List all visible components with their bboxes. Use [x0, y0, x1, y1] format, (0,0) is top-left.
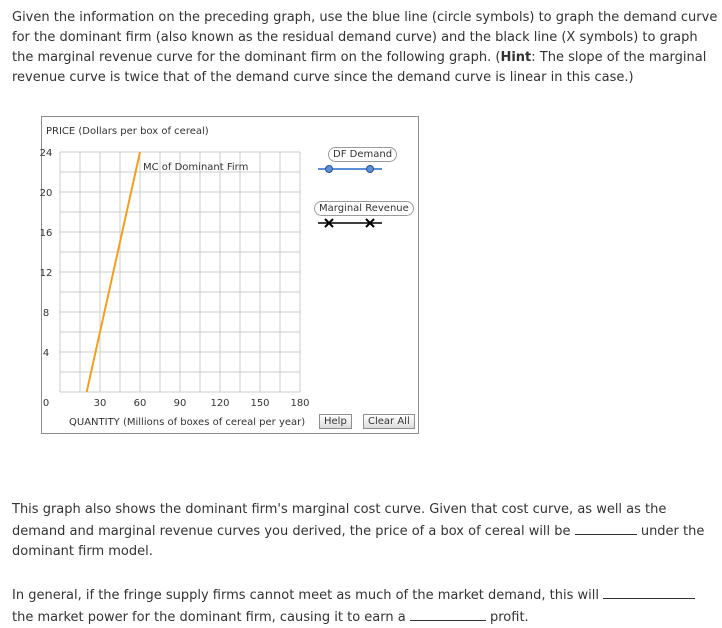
instructions-text-2: : The slope of the marginal revenue curve is twice that of the demand curve since the demand curve is linear in this case.): [12, 50, 707, 85]
x-tick-labels: [94, 398, 310, 409]
hint-label: Hint: [500, 50, 532, 65]
question-price-text-1: This graph also shows the dominant firm's marginal cost curve. Given that cost curve, as well as the demand and marginal revenue curves you derived, the price of a box of cereal will be: [12, 502, 667, 539]
x-tick-label: 150: [250, 398, 270, 409]
y-axis-title: PRICE (Dollars per box of cereal): [46, 126, 209, 137]
graph-canvas[interactable]: [39, 117, 418, 433]
question-market-power: [12, 584, 718, 628]
graph-panel[interactable]: [41, 116, 419, 434]
price-dropdown[interactable]: [575, 520, 637, 535]
x-tick-label: 180: [290, 398, 310, 409]
y-tick-label: 12: [39, 268, 53, 279]
instructions-text-1: Given the information on the preceding graph, use the blue line (circle symbols) to graph the demand curve for the dominant firm (also known as the residual demand curve) and the black line (X symbols) to graph the marginal revenue curve for the dominant firm on the following graph. (: [12, 10, 718, 65]
clear-all-button[interactable]: Clear All: [363, 414, 415, 429]
instructions-paragraph: [12, 8, 718, 88]
y-tick-labels: [40, 148, 53, 409]
x-tick-label: 60: [133, 398, 147, 409]
x-axis-title: QUANTITY (Millions of boxes of cereal per year): [69, 417, 306, 428]
mr-tool-icon[interactable]: [318, 219, 382, 227]
mr-tool-label[interactable]: Marginal Revenue: [314, 201, 414, 216]
grid: [60, 152, 300, 392]
question-price-text-2: under the dominant firm model.: [12, 524, 705, 559]
demand-tool-label[interactable]: DF Demand: [328, 147, 397, 162]
y-tick-label: 16: [39, 228, 53, 239]
y-tick-label: 0: [42, 398, 50, 409]
question-market-power-text-2: the market power for the dominant firm, causing it to earn a: [12, 610, 406, 625]
profit-dropdown[interactable]: [410, 606, 486, 621]
mc-curve-label: MC of Dominant Firm: [143, 162, 249, 173]
y-tick-label: 4: [42, 348, 50, 359]
question-market-power-text-1: In general, if the fringe supply firms cannot meet as much of the market demand, this will: [12, 588, 599, 603]
y-tick-label: 20: [39, 188, 53, 199]
market-power-dropdown[interactable]: [603, 584, 695, 599]
help-button[interactable]: Help: [319, 414, 352, 429]
question-market-power-text-3: profit.: [490, 610, 529, 625]
demand-tool-icon[interactable]: [318, 166, 382, 173]
question-price: [12, 500, 718, 562]
x-tick-label: 120: [210, 398, 230, 409]
y-tick-label: 24: [39, 148, 53, 159]
x-tick-label: 90: [173, 398, 187, 409]
demand-tool-point-right: [367, 166, 374, 173]
y-tick-label: 8: [42, 308, 50, 319]
demand-tool-point-left: [326, 166, 333, 173]
x-tick-label: 30: [93, 398, 107, 409]
